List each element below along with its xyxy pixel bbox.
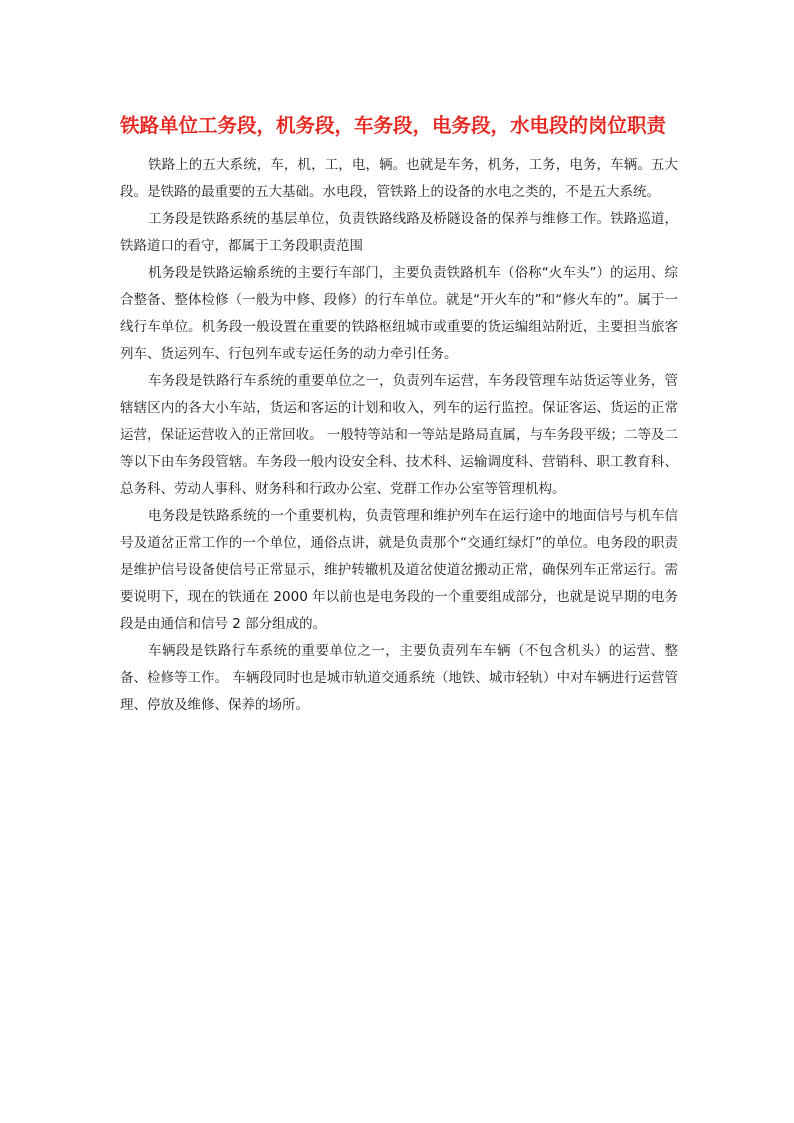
paragraph-signal-section: 电务段是铁路系统的一个重要机构，负责管理和维护列车在运行途中的地面信号与机车信号及道岔正常工作的一个单位，通俗点讲，就是负责那个“交通红绿灯”的单位。电务段的职责是维护信号设备使信号正常显示，维护转辙机及道岔使道岔搬动正常，确保列车正常运行。需要说明下，现在的铁通在 2000 年以前也是电务段的一个重要组成部分，也就是说早期的电务段是由通信和信号 2 部分组成的。 [120, 508, 678, 632]
paragraph-traffic-section: 车务段是铁路行车系统的重要单位之一，负责列车运营，车务段管理车站货运等业务，管辖辖区内的各大小车站，货运和客运的计划和收入，列车的运行监控。保证客运、货运的正常运营，保证运营收入的正常回收。 一般特等站和一等站是路局直属，与车务段平级；二等及二等以下由车务段管辖。车务段一般内设安全科、技术科、运输调度科、营销科、职工教育科、总务科、劳动人事科、财务科和行政办公室、党群工作办公室等管理机构。 [120, 373, 678, 497]
paragraph-vehicle-depot: 车辆段是铁路行车系统的重要单位之一，主要负责列车车辆（不包含机头）的运营、整备、检修等工作。 车辆段同时也是城市轨道交通系统（地铁、城市轻轨）中对车辆进行运营管理、停放及维修、保养的场所。 [120, 643, 678, 713]
paragraph-overview: 铁路上的五大系统，车，机，工，电，辆。也就是车务，机务，工务，电务，车辆。五大段。是铁路的最重要的五大基础。水电段，管铁路上的设备的水电之类的，不是五大系统。 [120, 157, 678, 200]
document-page [120, 112, 678, 719]
paragraph-track-section: 工务段是铁路系统的基层单位，负责铁路线路及桥隧设备的保养与维修工作。铁路巡道，铁路道口的看守，都属于工务段职责范围 [120, 211, 678, 254]
paragraph-locomotive-depot: 机务段是铁路运输系统的主要行车部门，主要负责铁路机车（俗称“火车头”）的运用、综合整备、整体检修（一般为中修、段修）的行车单位。就是“开火车的”和“修火车的”。属于一线行车单位。机务段一般设置在重要的铁路枢纽城市或重要的货运编组站附近，主要担当旅客列车、货运列车、行包列车或专运任务的动力牵引任务。 [120, 265, 678, 362]
document-title: 铁路单位工务段，机务段，车务段，电务段，水电段的岗位职责 [120, 114, 667, 137]
